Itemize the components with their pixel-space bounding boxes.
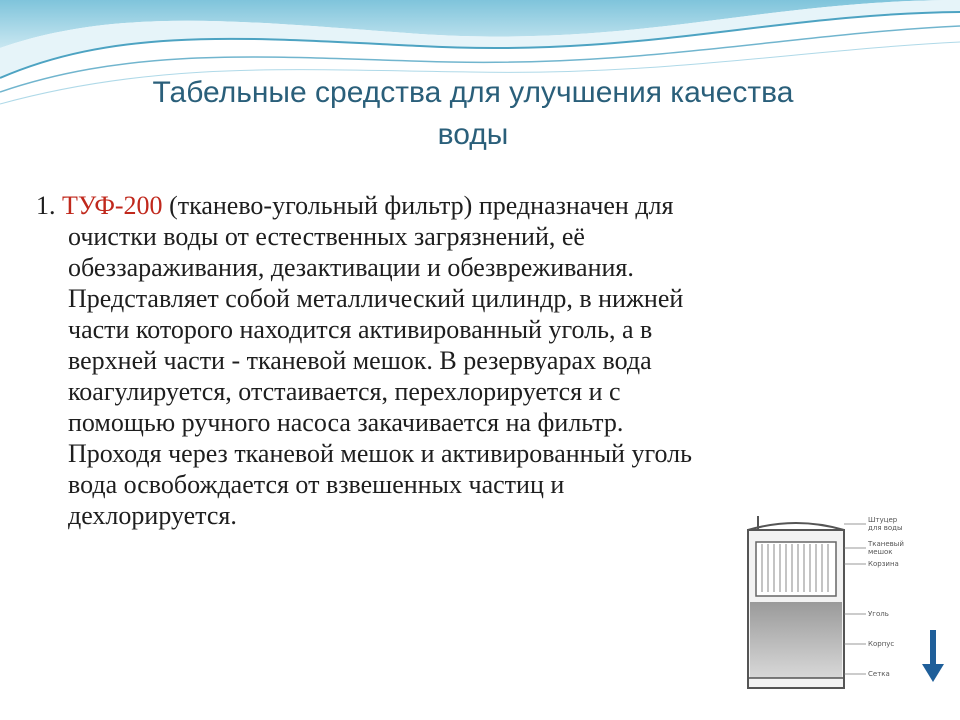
highlighted-term: ТУФ-200	[62, 191, 163, 220]
paragraph-line: дехлорируется.	[68, 501, 237, 530]
paragraph-line: помощью ручного насоса закачивается на фильтр.	[68, 408, 624, 437]
paragraph-line: верхней части - тканевой мешок. В резервуарах вода	[68, 346, 652, 375]
arrow-down-icon[interactable]	[921, 630, 945, 684]
svg-text:Уголь: Уголь	[868, 610, 889, 618]
filter-diagram-image	[728, 502, 916, 702]
svg-text:Корзина: Корзина	[868, 560, 899, 568]
svg-text:мешок: мешок	[868, 548, 893, 556]
svg-text:для воды: для воды	[868, 524, 903, 532]
paragraph-line: вода освобождается от взвешенных частиц и	[68, 470, 565, 499]
paragraph-line: Проходя через тканевой мешок и активированный уголь	[68, 439, 692, 468]
svg-text:Штуцер: Штуцер	[868, 516, 898, 524]
svg-text:Сетка: Сетка	[868, 670, 890, 678]
svg-text:Тканевый: Тканевый	[868, 540, 904, 548]
paragraph-line	[36, 190, 916, 221]
paragraph-text: (тканево-угольный фильтр) предназначен для	[162, 191, 674, 220]
slide-title-line-1: Табельные средства для улучшения качества	[152, 76, 794, 109]
slide-title-line-2: воды	[437, 118, 509, 151]
svg-text:Корпус: Корпус	[868, 640, 895, 648]
slide-title	[60, 72, 886, 156]
paragraph-line: части которого находится активированный уголь, а в	[68, 315, 653, 344]
paragraph-line: Представляет собой металлический цилиндр, в нижней	[68, 284, 684, 313]
paragraph-line: обеззараживания, дезактивации и обезвреживания.	[68, 253, 634, 282]
description-paragraph	[36, 190, 916, 531]
list-number: 1.	[36, 191, 56, 220]
paragraph-line: коагулируется, отстаивается, перехлорируется и с	[68, 377, 621, 406]
paragraph-line: очистки воды от естественных загрязнений, её	[68, 222, 585, 251]
